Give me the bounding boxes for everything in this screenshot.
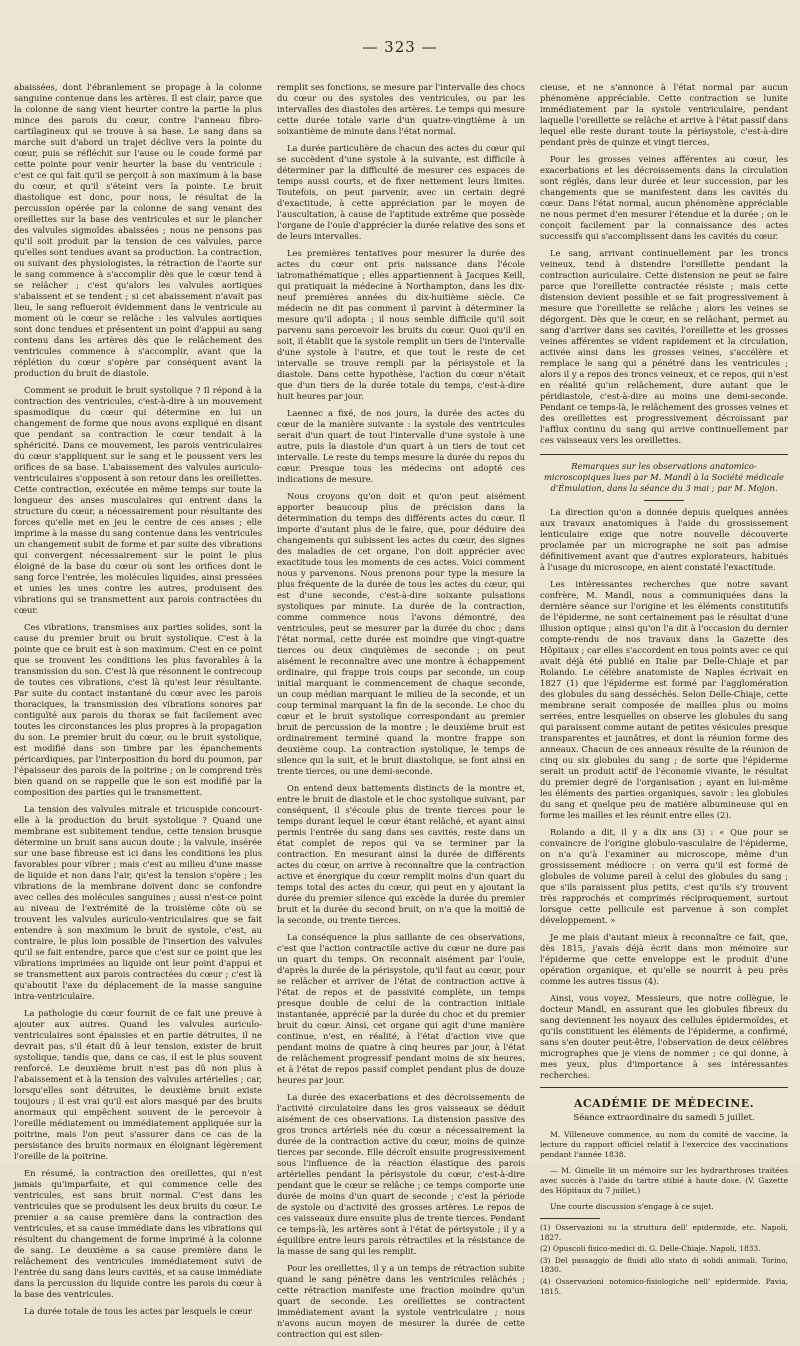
paragraph: cieuse, et ne s'annonce à l'état normal par aucun phénomène appréciable. Cette contraction se lunite immédiatement par la systole ventriculaire, pendant laquelle l'oreillette se relâche et arrive à l'état passif dans lequel elle reste durant toute la périsystole, c'est-à-dire pendant près de quinze et vingt tierces. xyxy=(540,82,788,147)
footnote: (4) Osservazioni notomico-fisiologiche nell' epidermide. Pavia, 1815. xyxy=(540,1276,788,1296)
footnote: (2) Opuscoli fisico-medici di. G. Delle-Chiaje. Napoli, 1833. xyxy=(540,1244,761,1254)
column-left xyxy=(14,82,262,1323)
paragraph: Pour les oreillettes, il y a un temps de rétraction subite quand le sang pénètre dans les ventricules relâchés ; cette rétraction manifeste une fraction moindre qu'un quart de seconde. Les oreillettes se contractent immédiatement avant la systole ventriculaire ; nous n'avons aucun moyen de mesurer la durée de cette contraction qui est silen- xyxy=(277,1263,525,1339)
paragraph: La pathologie du cœur fournit de ce fait une preuve à ajouter aux autres. Quand les valvules auriculo-ventriculaires sont épaissies et en partie détruites, il ne devrait pas, s'il était dû à leur tension, exister de bruit systolique, tandis que, dans ce cas, il est le plus souvent renforcé. Le deuxième bruit n'est pas dû non plus à l'abaissement et à la tension des valvules artérielles ; car, lorsqu'elles sont détruites, le deuxième bruit existe toujours ; il est vrai qu'il est alors masqué par des bruits anormaux qui empêchent souvent de le percevoir à l'oreille médiatement ou immédiatement appliquée sur la poitrine, mais l'on peut s'assurer dans ce cas de la persistance des bruits normaux en éloignant légèrement l'oreille de la poitrine. xyxy=(14,1008,262,1161)
section-heading: ACADÉMIE DE MÉDECINE. xyxy=(573,1097,755,1110)
footnote: (3) Del passaggio de fluidi allo stato di solidi animali. Torino, 1830. xyxy=(540,1255,788,1275)
paragraph: La durée particulière de chacun des actes du cœur qui se succèdent d'une systole à la suivante, est difficile à déterminer par la difficulté de mesurer ces espaces de temps aussi courts, et de fixer nettement leurs limites. Toutefois, on peut parvenir, avec un certain degré d'exactitude, à cette appréciation par le moyen de l'auscultation, à cause de l'aptitude extrême que possède l'organe de l'ouïe d'apprécier la durée relative des sons et de leurs intervalles. xyxy=(277,143,525,241)
paragraph: La direction qu'on a donnée depuis quelques années aux travaux anatomiques à l'aide du grossissement lenticulaire exige que notre nouvelle découverte proclamée par un micrographe ne soit pas admise définitivement avant que d'autres explorateurs, habitués à l'usage du microscope, en aient constaté l'exactitude. xyxy=(540,507,788,572)
paragraph: La tension des valvules mitrale et tricuspide concourt-elle à la production du bruit systolique ? Quand une membrane est subitement tendue, cette tension brusque détermine un bruit sans aucun doute ; la valvule, insérée sur une base fibreuse est ici dans les conditions les plus favorables pour vibrer ; mais c'est au milieu d'une masse de liquide et non dans l'air, qu'est la tension s'opère ; les vibrations de la membrane doivent donc se confondre avec celles des molécules sanguines ; aussi n'est-ce point au niveau de l'extrémité de la troisième côte où se trouvent les valvules auriculo-ventriculaires que se fait entendre à son maximum le bruit de systole, c'est, au contraire, le plus loin possible de l'insertion des valvules qu'il se fait entendre, parce que c'est sur ce point que les vibrations imprimées au liquide ont leur point d'appui et se transmettent aux parois contractées du cœur ; c'est là qu'aboutit l'axe du déplacement de la masse sanguine intra-ventriculaire. xyxy=(14,804,262,1001)
footnote-divider xyxy=(540,1218,600,1219)
paragraph: Rolando a dit, il y a dix ans (3) : « Que pour se convaincre de l'origine globulo-vasculaire de l'épiderme, on n'a qu'à l'examiner au microscope, même d'un grossissement médiocre : on verra qu'il est formé de globules de volume pareil à celui des globules du sang ; que s'ils paraissent plus petits, c'est qu'ils s'y trouvent très rapprochés et comprimés réciproquement, surtout lorsque cette pellicule est parvenue à son complet développement. » xyxy=(540,827,788,925)
paragraph: Laennec a fixé, de nos jours, la durée des actes du cœur de la manière suivante : la systole des ventricules serait d'un quart de tout l'intervalle d'une systole à une autre, puis la diastole d'un quart à un tiers de tout cet intervalle. Le reste du temps mesure la durée du repos du cœur. Presque tous les médecins ont adopté ces indications de mesure. xyxy=(277,408,525,484)
paragraph: Ainsi, vous voyez, Messieurs, que notre collègue, le docteur Mandl, en assurant que les globules fibreux du sang deviennent les noyaux des cellules épidermoïdes, et qu'ils constituent les éléments de l'épiderme, a confirmé, sans s'en douter peut-être, l'observation de deux célèbres micrographes que je viens de nommer ; ce qui donne, à mes yeux, plus d'importance à ses intéressantes recherches. xyxy=(540,993,788,1080)
paragraph: La conséquence la plus saillante de ces observations, c'est que l'action contractile active du cœur ne dure pas un quart du temps. On reconnaît aisément par l'ouïe, d'après la durée de la périsystole, qu'il faut au cœur, pour se relâcher et arriver de l'état de contraction active à l'état de repos et de passivité complète, un temps presque double de celui de la contraction initiale instantanée, apprécié par la durée du choc et du premier bruit du cœur. Ainsi, cet organe qui agit d'une manière continue, n'est, en réalité, à l'état d'action vive que pendant moins de quatre à cinq heures par jour, à l'état de relâchement progressif pendant moins de six heures, et à l'état de repos passif complet pendant plus de douze heures par jour. xyxy=(277,932,525,1085)
article-title: Remarques sur les observations anatomico-microscopiques lues par M. Mandl à la Société médicale d'Émulation, dans la séance du 3 mai ; par M. Mojon. xyxy=(543,461,784,493)
section-divider xyxy=(540,454,788,455)
paragraph: M. Villeneuve commence, au nom du comité de vaccine, la lecture du rapport officiel relatif à l'exercice des vaccinations pendant l'année 1838. xyxy=(540,1130,788,1159)
paragraph: Le sang, arrivant continuellement par les troncs veineux, tend à distendre l'oreillette pendant la contraction auriculaire. Cette distension ne peut se faire parce que l'oreillette contractée résiste ; mais cette distension devient possible et se fait progressivement à mesure que l'oreillette se relâche ; alors les veines se dégorgent. Dès que le cœur, en se relâchant, permet au sang d'arriver dans ses cavités, l'oreillette et les grosses veines afférentes se vident rapidement et la circulation, activée ainsi dans les grosses veines, s'accélère et remplace le sang qui a pénétré dans les ventricules ; alors il y a repos des troncs veineux, et ce repos, qui n'est en réalité qu'un relâchement, dure autant que le péridiastole, c'est-à-dire au moins une demi-seconde. Pendant ce temps-là, le relâchement des grosses veines et des oreillettes est progressivement décroissant par l'afflux continu du sang qui arrive continuellement par ces vaisseaux vers les oreillettes. xyxy=(540,248,788,445)
paragraph: remplit ses fonctions, se mesure par l'intervalle des chocs du cœur ou des systoles des ventricules, ou par les intervalles des diastoles des artères. Le temps qui mesure cette durée totale varie d'un quatre-vingtième à un soixantième de minute dans l'état normal. xyxy=(277,82,525,136)
footnote: (1) Osservazioni su la struttura dell' epidermide, etc. Napoli, 1827. xyxy=(540,1223,788,1242)
paragraph: Nous croyons qu'on doit et qu'on peut aisément apporter beaucoup plus de précision dans la détermination du temps des différents actes du cœur. Il importe d'autant plus de le faire, que, pour déduire des changements qui subissent les actes du cœur, des signes des maladies de cet organe, l'on doit apprécier avec exactitude tous les moments de ces actes. Voici comment nous y parvenons. Nous prenons pour type la mesure la plus fréquente de la durée de tous les actes du cœur, qui est d'une seconde, c'est-à-dire soixante pulsations systoliques par minute. La durée de la contraction, comme commence nous l'avons démontré, des ventricules, peut se mesurer par la durée du choc ; dans l'état normal, cette durée est moindre que vingt-quatre tierces ou deux cinquièmes de seconde ; on peut aisément le reconnaître avec une montre à échappement ordinaire, qui frappe trois coups par seconde, un coup initial marquant le commencement de chaque seconde, un coup médian marquant le milieu de la seconde, et un coup terminal marquant la fin de la seconde. Le choc du cœur et le bruit systolique correspondant au premier bruit de percussion de la montre ; le deuxième bruit est ordinairement terminé quand la montre frappe son deuxième coup. La contraction systolique, le temps de silence qui la suit, et le bruit diastolique, se font ainsi en trente tierces, ou une demi-seconde. xyxy=(277,491,525,776)
paragraph: En résumé, la contraction des oreillettes, qui n'est jamais qu'imparfaite, et qui commence celle des ventricules, est sans bruit normal. C'est dans les ventricules que se produisent les deux bruits du cœur. Le premier a sa cause première dans la contraction des ventricules, et sa cause immédiate dans les vibrations qui résultent du changement de forme imprimé à la colonne de sang. Le deuxième a sa cause première dans le relâchement des ventricules immédiatement suivi de l'entrée du sang dans leurs cavités, et sa cause immédiate dans la percussion du liquide contre les parois du cœur à la base des ventricules. xyxy=(14,1168,262,1299)
session-subtitle: Séance extraordinaire du samedi 5 juillet. xyxy=(573,1113,755,1123)
paragraph: La durée totale de tous les actes par lesquels le cœur xyxy=(24,1306,252,1316)
paragraph: Une courte discussion s'engage à ce sujet. xyxy=(550,1202,714,1211)
section-divider xyxy=(540,1087,788,1088)
paragraph: Je me plais d'autant mieux à reconnaître ce fait, que, dès 1815, j'avais déjà écrit dans mon mémoire sur l'épiderme que cette enveloppe est le produit d'une opération organique, et qu'elle se nourrit à peu près comme les autres tissus (4). xyxy=(540,932,788,986)
paragraph: La durée des exacerbations et des décroissements de l'activité circulatoire dans les gros vaisseaux se déduit aisément de ces observations. La distension passive des gros troncs artériels née du cœur a nécessairement la durée de la contraction active du cœur, moins de quinze tierces par seconde. Elle décroît ensuite progressivement sous l'influence de la réaction élastique des parois artérielles pendant la périsystole du cœur, c'est-à-dire pendant que le cœur se relâche ; ce temps comporte une durée de moins d'un quart de seconde ; c'est la période de systole ou d'activité des grosses artères. Le repos de ces vaisseaux dure ensuite plus de trente tierces. Pendant ce temps-là, les artères sont à l'état de périsystole ; il y a équilibre entre leurs parois rétractiles et la résistance de la masse de sang qui les remplit. xyxy=(277,1092,525,1256)
footnotes xyxy=(540,1223,788,1296)
column-middle xyxy=(277,82,525,1346)
paragraph: Pour les grosses veines afférentes au cœur, les exacerbations et les décroissements dans la circulation sont réglés, dans leur durée et leur succession, par les changements que se manifestent dans les cavités du cœur. Dans l'état normal, aucun phénomène appréciable ne nous permet d'en mesurer l'étendue et la durée ; on le conçoit facilement par la connaissance des actes successifs qui s'accomplissent dans les cavités du cœur. xyxy=(540,154,788,241)
section-divider xyxy=(644,500,684,501)
paragraph: Les premières tentatives pour mesurer la durée des actes du cœur ont pris naissance dans l'école iatromathématique ; elles appartiennent à Jacques Keill, qui pratiquait la médecine à Northampton, dans les dix-neuf premières années du dix-huitième siècle. Ce médecin ne dit pas comment il parvint à déterminer la mesure qu'il adopta ; il nous semble difficile qu'il soit parvenu sans percevoir les bruits du cœur. Quoi qu'il en soit, il établit que la systole remplit un tiers de l'intervalle d'une systole à l'autre, et que tout le reste de cet intervalle se trouve rempli par la périsystole et la diastole. Dans cette hypothèse, l'action du cœur n'était que d'un tiers de la durée totale du temps, c'est-à-dire huit heures par jour. xyxy=(277,248,525,401)
paragraph: Les intéressantes recherches que notre savant confrère, M. Mandl, nous a communiquées dans la dernière séance sur l'origine et les éléments constitutifs de l'épiderme, ne sont certainement pas le résultat d'une illusion optique ; ainsi qu'on l'a dit à l'occasion du dernier compte-rendu de nos travaux dans la Gazette des Hôpitaux ; car elles s'accordent en tous points avec ce qui avait déjà été publié en Italie par Delle-Chiaje et par Rolando. Le célèbre anatomiste de Naples écrivait en 1827 (1) que l'épiderme est formé par l'agglomération des globules du sang desséchés. Selon Delle-Chiaje, cette membrane serait composée de mailles plus ou moins serrées, entre lesquelles on observe les globules du sang qui paraissent comme autant de petites vésicules presque transparentes et jaunâtres, et dont la réunion forme des anneaux. Chacun de ces anneaux résulte de la réunion de cinq ou six globules du sang ; de sorte que l'épiderme serait un produit actif de l'économie vivante, le résultat du premier degré de l'organisation ; ayant en lui-même les éléments des parties organiques, savoir : les globules du sang et quelque peu de matière albumineuse qui en forme les mailles et les réunit entre elles (2). xyxy=(540,579,788,820)
paragraph: On entend deux battements distincts de la montre et, entre le bruit de diastole et le choc systolique suivant, par conséquent, il s'écoule plus de trente tierces pour le temps durant lequel le cœur étant relâché, et ayant ainsi permis l'entrée du sang dans ses cavités, reste dans un état complet de repos qui va se terminer par la contraction. En mesurant ainsi la durée de différents actes du cœur, on arrive à reconnaître que la contraction active et énergique du cœur remplit moins d'un quart du temps total des actes du cœur, qui peut en y ajoutant la durée du premier silence qui excède la durée du premier bruit et la durée du second bruit, on n'a que la moitié de la seconde, ou trente tierces. xyxy=(277,783,525,925)
paragraph: Ces vibrations, transmises aux parties solides, sont la cause du premier bruit ou bruit systolique. C'est à la pointe que ce bruit est à son maximum. C'est en ce point que se trouvent les conditions les plus favorables à la transmission du son. C'est là que résonnent le contrecoup de toutes ces vibrations, c'est là qu'est leur résultante. Par suite du contact instantané du cœur avec les parois thoraciques, la transmission des vibrations sonores par contiguïté aux parois du thorax se fait facilement avec toutes les circonstances les plus propres à la propagation du son. Le premier bruit du cœur, ou le bruit systolique, est modifié dans son timbre par les épanchements péricardiques, par l'interposition du bord du poumon, par l'épaisseur des parois de la poitrine ; on le comprend très bien quand on se rappelle que le son est modifié par la composition des parties qui le transmettent. xyxy=(14,622,262,797)
page-number: — 323 — xyxy=(362,38,438,56)
paragraph: abaissées, dont l'ébranlement se propage à la colonne sanguine contenue dans les artères. Il est clair, parce que la colonne de sang vient heurter contre la partie la plus mince des parois du cœur, contre l'anneau fibro-cartilagineux qui se trouve à sa base. Le sang dans sa marche suit d'abord un trajet déclive vers la pointe du cœur, puis se réfléchit sur l'ause ou le coude formé par cette pointe pour venir heurter la base du ventricule : c'est ce qui fait qu'il se perçoit à son maximum à la base du cœur, et qu'il s'éteint vers la pointe. Le bruit diastolique est donc, pour nous, le résultat de la percussion opérée par la colonne de sang venant des oreillettes sur la base des ventricules et sur le plancher des valvules sigmoïdes abaissées ; nous ne pensons pas qu'il soit produit par la tension de ces valvules, parce qu'elles sont tendues avant sa production. La contraction, ou suivant des physiologistes, la rétraction de l'aorte sur le sang commence à s'accomplir dès que le cœur tend à se relâcher ; c'est qu'alors les valvules aortiques s'abaissent et se tendent ; si cet abaissement n'avait pas lieu, le sang reflueroit évidemment dans le ventricule au moment où le cœur se relâche : les valvules aortiques sont donc tendues et présentent un point d'appui au sang contenu dans les artères dès que le relâchement des ventricules commence à s'accomplir, avant que la réplétion du cœur s'opère par conséquent avant la production du bruit de diastole. xyxy=(14,82,262,378)
column-right xyxy=(540,82,788,1298)
paragraph: Comment se produit le bruit systolique ? Il répond à la contraction des ventricules, c'est-à-dire à un mouvement spasmodique du cœur qui détermine en lui un changement de forme que nous avons expliqué en disant que pendant sa contraction le cœur tendait à la sphéricité. Dans ce mouvement, les parois ventriculaires du cœur s'appliquent sur le sang et le poussent vers les orifices de sa base. L'abaissement des valvules auriculo-ventriculaires s'opposent à son retour dans les oreillettes. Cette contraction, exécutée en même temps sur toute la longueur des anses musculaires qui entrent dans la structure du cœur, a nécessairement pour résultante des forces qu'elle met en jeu le centre de ces anses ; elle imprime à la masse du sang contenue dans les ventricules un changement subit de forme et par suite des vibrations qui convergent nécessairement sur le point le plus éloigné de la base du cœur où sont les orifices dont le sang force l'entrée, les molécules liquides, ainsi pressées et unies les unes contre les autres, produisent des vibrations qui se transmettent aux parois contractées du cœur. xyxy=(14,385,262,615)
paragraph: — M. Gimelle lit un mémoire sur les hydrarthroses traitées avec succès à l'aide du tartre stibié à haute dose. (V. Gazette des Hôpitaux du 7 juillet.) xyxy=(540,1166,788,1195)
